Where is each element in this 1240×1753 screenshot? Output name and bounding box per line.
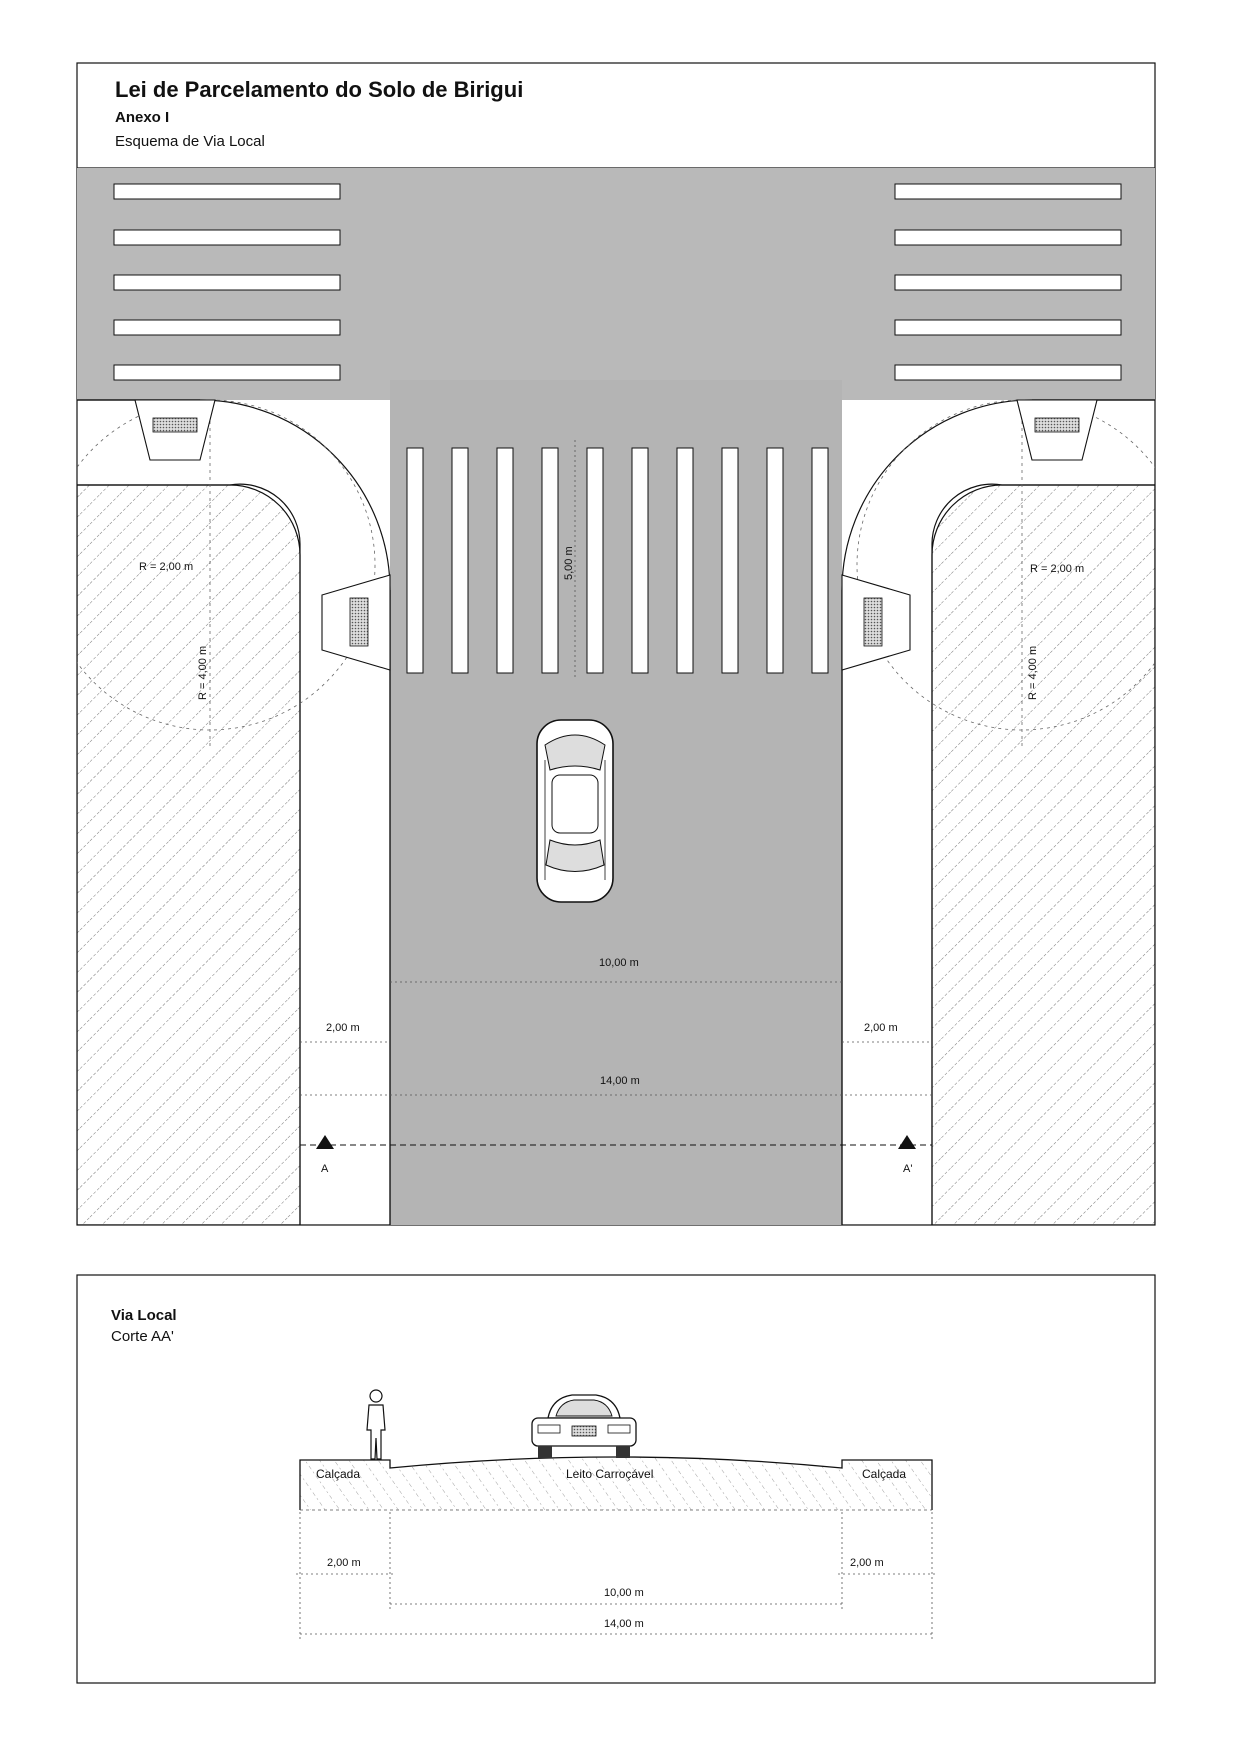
section-label-roadway: Leito Carroçável — [566, 1467, 654, 1481]
sidewalk-right-width-label: 2,00 m — [864, 1022, 898, 1034]
annex-label: Anexo I — [115, 109, 170, 126]
total-width-label: 14,00 m — [600, 1075, 640, 1087]
section-title: Via Local — [111, 1307, 177, 1324]
section-mark-right: A' — [903, 1163, 913, 1175]
right-lot — [932, 485, 1155, 1225]
section-dim-right: 2,00 m — [850, 1557, 884, 1569]
section-dim-total: 14,00 m — [604, 1618, 644, 1630]
radius-large-left-label: R = 4,00 m — [197, 645, 209, 700]
section-caption: Corte AA' — [111, 1328, 174, 1345]
section-label-sidewalk-left: Calçada — [316, 1467, 361, 1481]
crosswalk-length-label: 5,00 m — [563, 546, 575, 580]
plan-drawing — [45, 168, 1187, 1225]
radius-small-right-label: R = 2,00 m — [1030, 563, 1085, 575]
radius-large-right-label: R = 4,00 m — [1027, 645, 1039, 700]
section-mark-left: A — [321, 1163, 329, 1175]
radius-small-left-label: R = 2,00 m — [139, 561, 194, 573]
left-lot — [77, 485, 300, 1225]
section-dim-left: 2,00 m — [327, 1557, 361, 1569]
road-width-label: 10,00 m — [599, 957, 639, 969]
page-title: Lei de Parcelamento do Solo de Birigui — [115, 77, 524, 102]
car-top-view-icon — [537, 720, 613, 902]
plan-caption: Esquema de Via Local — [115, 133, 265, 150]
sidewalk-left-width-label: 2,00 m — [326, 1022, 360, 1034]
section-label-sidewalk-right: Calçada — [862, 1467, 907, 1481]
section-dim-road: 10,00 m — [604, 1587, 644, 1599]
